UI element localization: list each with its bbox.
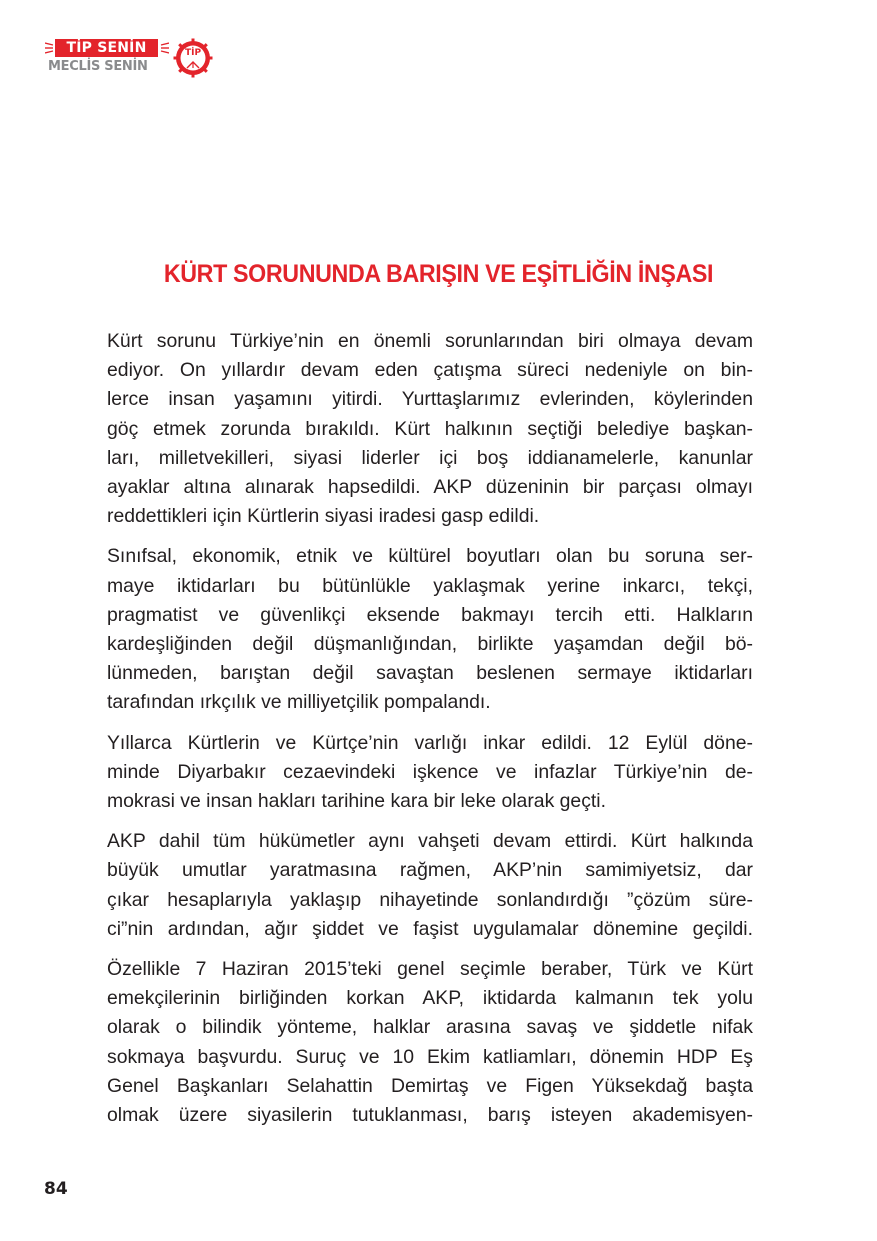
page-number: 84 xyxy=(44,1179,68,1199)
paragraph-5 xyxy=(107,955,753,1130)
paragraph-2 xyxy=(107,542,753,717)
paragraph-1 xyxy=(107,327,753,531)
text-line: minde Diyarbakır cezaevindeki işkence ve infazlar Türkiye’nin de- xyxy=(107,760,753,783)
paragraph-3 xyxy=(107,729,753,817)
text-line: lerce insan yaşamını yitirdi. Yurttaşlarımız evlerinden, köylerinden xyxy=(107,388,753,411)
text-line: mokrasi ve insan hakları tarihine kara bir leke olarak geçti. xyxy=(107,790,606,813)
text-line: tarafından ırkçılık ve milliyetçilik pompalandı. xyxy=(107,691,491,714)
text-line: ci”nin ardından, ağır şiddet ve faşist uygulamalar dönemine geçildi. xyxy=(107,917,753,940)
logo-wordmark xyxy=(44,38,169,80)
text-line: olmak üzere siyasilerin tutuklanması, barış isteyen akademisyen- xyxy=(107,1104,753,1127)
text-line: ediyor. On yıllardır devam eden çatışma süreci nedeniyle on bin- xyxy=(107,359,753,382)
article-body xyxy=(107,327,753,1141)
tip-emblem xyxy=(173,38,213,78)
logo-bottom-text: MECLİS SENİN xyxy=(48,59,148,74)
text-line: Sınıfsal, ekonomik, etnik ve kültürel boyutları olan bu soruna ser- xyxy=(107,545,753,568)
paragraph-4 xyxy=(107,827,753,944)
text-line: olarak o bilindik yönteme, halklar arasına savaş ve şiddetle nifak xyxy=(107,1016,753,1039)
gear-emblem-icon xyxy=(173,38,213,78)
text-line: göç etmek zorunda bırakıldı. Kürt halkının seçtiği belediye başkan- xyxy=(107,417,753,440)
text-line: Yıllarca Kürtlerin ve Kürtçe’nin varlığı inkar edildi. 12 Eylül döne- xyxy=(107,731,753,754)
text-line: Kürt sorunu Türkiye’nin en önemli sorunlarından biri olmaya devam xyxy=(107,330,753,352)
text-line: sokmaya başvurdu. Suruç ve 10 Ekim katliamları, dönemin HDP Eş xyxy=(107,1045,753,1068)
text-line: çıkar hesaplarıyla yaklaşıp nihayetinde sonlandırdığı ”çözüm süre- xyxy=(107,888,753,911)
emblem-text: TİP xyxy=(184,48,202,58)
logo-top-text: TİP SENİN xyxy=(55,39,158,57)
text-line: büyük umutlar yaratmasına rağmen, AKP’nin samimiyetsiz, dar xyxy=(107,859,753,882)
text-line: Özellikle 7 Haziran 2015’teki genel seçimle beraber, Türk ve Kürt xyxy=(107,958,753,981)
text-line: kardeşliğinden değil düşmanlığından, birlikte yaşamdan değil bö- xyxy=(107,633,753,656)
text-line: Genel Başkanları Selahattin Demirtaş ve Figen Yüksekdağ başta xyxy=(107,1074,753,1097)
text-line: ayaklar altına alınarak hapsedildi. AKP düzeninin bir parçası olmayı xyxy=(107,476,753,499)
text-line: lünmeden, barıştan değil savaştan beslenen sermaye iktidarları xyxy=(107,662,753,685)
page-title: KÜRT SORUNUNDA BARIŞIN VE EŞİTLİĞİN İNŞASI xyxy=(163,260,714,288)
text-line: ları, milletvekilleri, siyasi liderler içi boş iddianamelerle, kanunlar xyxy=(107,446,753,469)
text-line: maye iktidarları bu bütünlükle yaklaşmak yerine inkarcı, tekçi, xyxy=(107,574,753,597)
tip-logo xyxy=(44,38,214,80)
text-line: emekçilerinin birliğinden korkan AKP, iktidarda kalmanın tek yolu xyxy=(107,987,753,1010)
rays-left-icon xyxy=(45,41,54,55)
text-line: pragmatist ve güvenlikçi eksende bakmayı tercih etti. Halkların xyxy=(107,603,753,626)
text-line: AKP dahil tüm hükümetler aynı vahşeti devam ettirdi. Kürt halkında xyxy=(107,830,753,853)
rays-right-icon xyxy=(160,41,169,55)
text-line: reddettikleri için Kürtlerin siyasi iradesi gasp edildi. xyxy=(107,505,540,528)
